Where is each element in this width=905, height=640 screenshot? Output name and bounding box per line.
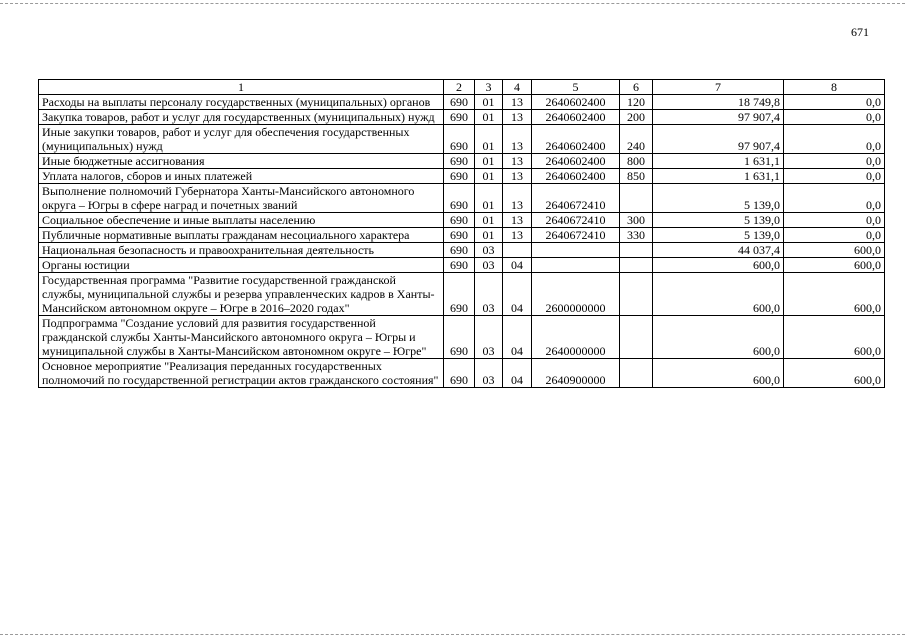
table-row	[39, 359, 885, 388]
expense-type-cell	[620, 273, 653, 316]
table-row	[39, 95, 885, 110]
expense-type-cell: 330	[620, 228, 653, 243]
section-code-cell: 01	[475, 154, 503, 169]
target-article-cell: 2640000000	[532, 316, 620, 359]
column-header: 6	[620, 80, 653, 95]
row-name-cell: Подпрограмма "Создание условий для развития государственной гражданской службы Ханты-Мансийского автономного округа – Югры и муниципальной службы в Ханты-Мансийском автономном округе – Югре"	[39, 316, 444, 359]
amount-cell: 0,0	[784, 154, 885, 169]
section-code-cell: 01	[475, 169, 503, 184]
column-header: 8	[784, 80, 885, 95]
column-header: 1	[39, 80, 444, 95]
target-article-cell: 2640602400	[532, 125, 620, 154]
target-article-cell: 2640602400	[532, 95, 620, 110]
amount-cell: 0,0	[784, 110, 885, 125]
expense-type-cell: 200	[620, 110, 653, 125]
expense-type-cell	[620, 258, 653, 273]
section-code-cell: 01	[475, 125, 503, 154]
amount-cell: 0,0	[784, 169, 885, 184]
section-code-cell: 03	[475, 316, 503, 359]
amount-cell: 600,0	[784, 359, 885, 388]
amount-cell: 44 037,4	[653, 243, 784, 258]
subsection-code-cell: 13	[503, 110, 532, 125]
target-article-cell: 2640602400	[532, 154, 620, 169]
expense-type-cell: 800	[620, 154, 653, 169]
target-article-cell	[532, 258, 620, 273]
subsection-code-cell: 13	[503, 228, 532, 243]
table-row	[39, 213, 885, 228]
target-article-cell: 2640672410	[532, 213, 620, 228]
expense-type-cell	[620, 243, 653, 258]
table-row	[39, 110, 885, 125]
amount-cell: 0,0	[784, 228, 885, 243]
budget-table	[38, 79, 885, 388]
row-name-cell: Публичные нормативные выплаты гражданам несоциального характера	[39, 228, 444, 243]
column-header: 7	[653, 80, 784, 95]
ved-code-cell: 690	[444, 213, 475, 228]
section-code-cell: 03	[475, 273, 503, 316]
expense-type-cell	[620, 316, 653, 359]
expense-type-cell: 850	[620, 169, 653, 184]
ved-code-cell: 690	[444, 228, 475, 243]
row-name-cell: Выполнение полномочий Губернатора Ханты-Мансийского автономного округа – Югры в сфере наград и почетных званий	[39, 184, 444, 213]
subsection-code-cell: 04	[503, 258, 532, 273]
section-code-cell: 01	[475, 213, 503, 228]
row-name-cell: Национальная безопасность и правоохранительная деятельность	[39, 243, 444, 258]
table-row	[39, 273, 885, 316]
ved-code-cell: 690	[444, 273, 475, 316]
amount-cell: 600,0	[653, 273, 784, 316]
amount-cell: 1 631,1	[653, 154, 784, 169]
section-code-cell: 01	[475, 110, 503, 125]
amount-cell: 600,0	[784, 273, 885, 316]
table-row	[39, 125, 885, 154]
amount-cell: 0,0	[784, 213, 885, 228]
amount-cell: 5 139,0	[653, 228, 784, 243]
section-code-cell: 01	[475, 184, 503, 213]
row-name-cell: Государственная программа "Развитие государственной гражданской службы, муниципальной службы и резерва управленческих кадров в Ханты-Мансийском автономном округе – Югре в 2016–2020 годах"	[39, 273, 444, 316]
table-header-row	[39, 80, 885, 95]
subsection-code-cell: 04	[503, 273, 532, 316]
subsection-code-cell: 04	[503, 316, 532, 359]
row-name-cell: Уплата налогов, сборов и иных платежей	[39, 169, 444, 184]
row-name-cell: Основное мероприятие "Реализация переданных государственных полномочий по государственной регистрации актов гражданского состояния"	[39, 359, 444, 388]
column-header: 2	[444, 80, 475, 95]
section-code-cell: 03	[475, 258, 503, 273]
table-row	[39, 184, 885, 213]
ved-code-cell: 690	[444, 125, 475, 154]
target-article-cell: 2640900000	[532, 359, 620, 388]
amount-cell: 0,0	[784, 125, 885, 154]
target-article-cell: 2640602400	[532, 169, 620, 184]
target-article-cell: 2640672410	[532, 228, 620, 243]
target-article-cell	[532, 243, 620, 258]
ved-code-cell: 690	[444, 110, 475, 125]
amount-cell: 0,0	[784, 95, 885, 110]
ved-code-cell: 690	[444, 184, 475, 213]
expense-type-cell: 240	[620, 125, 653, 154]
subsection-code-cell: 13	[503, 95, 532, 110]
expense-type-cell	[620, 359, 653, 388]
subsection-code-cell: 04	[503, 359, 532, 388]
section-code-cell: 01	[475, 95, 503, 110]
subsection-code-cell	[503, 243, 532, 258]
amount-cell: 600,0	[653, 316, 784, 359]
row-name-cell: Органы юстиции	[39, 258, 444, 273]
row-name-cell: Иные бюджетные ассигнования	[39, 154, 444, 169]
scan-edge-top	[0, 3, 905, 4]
ved-code-cell: 690	[444, 258, 475, 273]
scan-edge-bottom	[0, 634, 905, 635]
amount-cell: 600,0	[653, 258, 784, 273]
target-article-cell: 2640602400	[532, 110, 620, 125]
expense-type-cell: 120	[620, 95, 653, 110]
target-article-cell: 2640672410	[532, 184, 620, 213]
table-row	[39, 228, 885, 243]
amount-cell: 5 139,0	[653, 213, 784, 228]
amount-cell: 600,0	[784, 316, 885, 359]
ved-code-cell: 690	[444, 316, 475, 359]
amount-cell: 97 907,4	[653, 125, 784, 154]
table-row	[39, 154, 885, 169]
section-code-cell: 01	[475, 228, 503, 243]
row-name-cell: Социальное обеспечение и иные выплаты населению	[39, 213, 444, 228]
subsection-code-cell: 13	[503, 169, 532, 184]
amount-cell: 97 907,4	[653, 110, 784, 125]
expense-type-cell: 300	[620, 213, 653, 228]
ved-code-cell: 690	[444, 243, 475, 258]
section-code-cell: 03	[475, 359, 503, 388]
subsection-code-cell: 13	[503, 125, 532, 154]
ved-code-cell: 690	[444, 169, 475, 184]
ved-code-cell: 690	[444, 95, 475, 110]
subsection-code-cell: 13	[503, 154, 532, 169]
table-row	[39, 169, 885, 184]
column-header: 5	[532, 80, 620, 95]
table-row	[39, 316, 885, 359]
amount-cell: 600,0	[784, 258, 885, 273]
expense-type-cell	[620, 184, 653, 213]
target-article-cell: 2600000000	[532, 273, 620, 316]
subsection-code-cell: 13	[503, 213, 532, 228]
section-code-cell: 03	[475, 243, 503, 258]
amount-cell: 0,0	[784, 184, 885, 213]
amount-cell: 5 139,0	[653, 184, 784, 213]
row-name-cell: Закупка товаров, работ и услуг для государственных (муниципальных) нужд	[39, 110, 444, 125]
column-header: 3	[475, 80, 503, 95]
ved-code-cell: 690	[444, 154, 475, 169]
amount-cell: 600,0	[784, 243, 885, 258]
row-name-cell: Иные закупки товаров, работ и услуг для обеспечения государственных (муниципальных) нужд	[39, 125, 444, 154]
row-name-cell: Расходы на выплаты персоналу государственных (муниципальных) органов	[39, 95, 444, 110]
subsection-code-cell: 13	[503, 184, 532, 213]
amount-cell: 18 749,8	[653, 95, 784, 110]
page-number: 671	[851, 25, 869, 39]
table-row	[39, 243, 885, 258]
amount-cell: 600,0	[653, 359, 784, 388]
amount-cell: 1 631,1	[653, 169, 784, 184]
column-header: 4	[503, 80, 532, 95]
ved-code-cell: 690	[444, 359, 475, 388]
table-row	[39, 258, 885, 273]
